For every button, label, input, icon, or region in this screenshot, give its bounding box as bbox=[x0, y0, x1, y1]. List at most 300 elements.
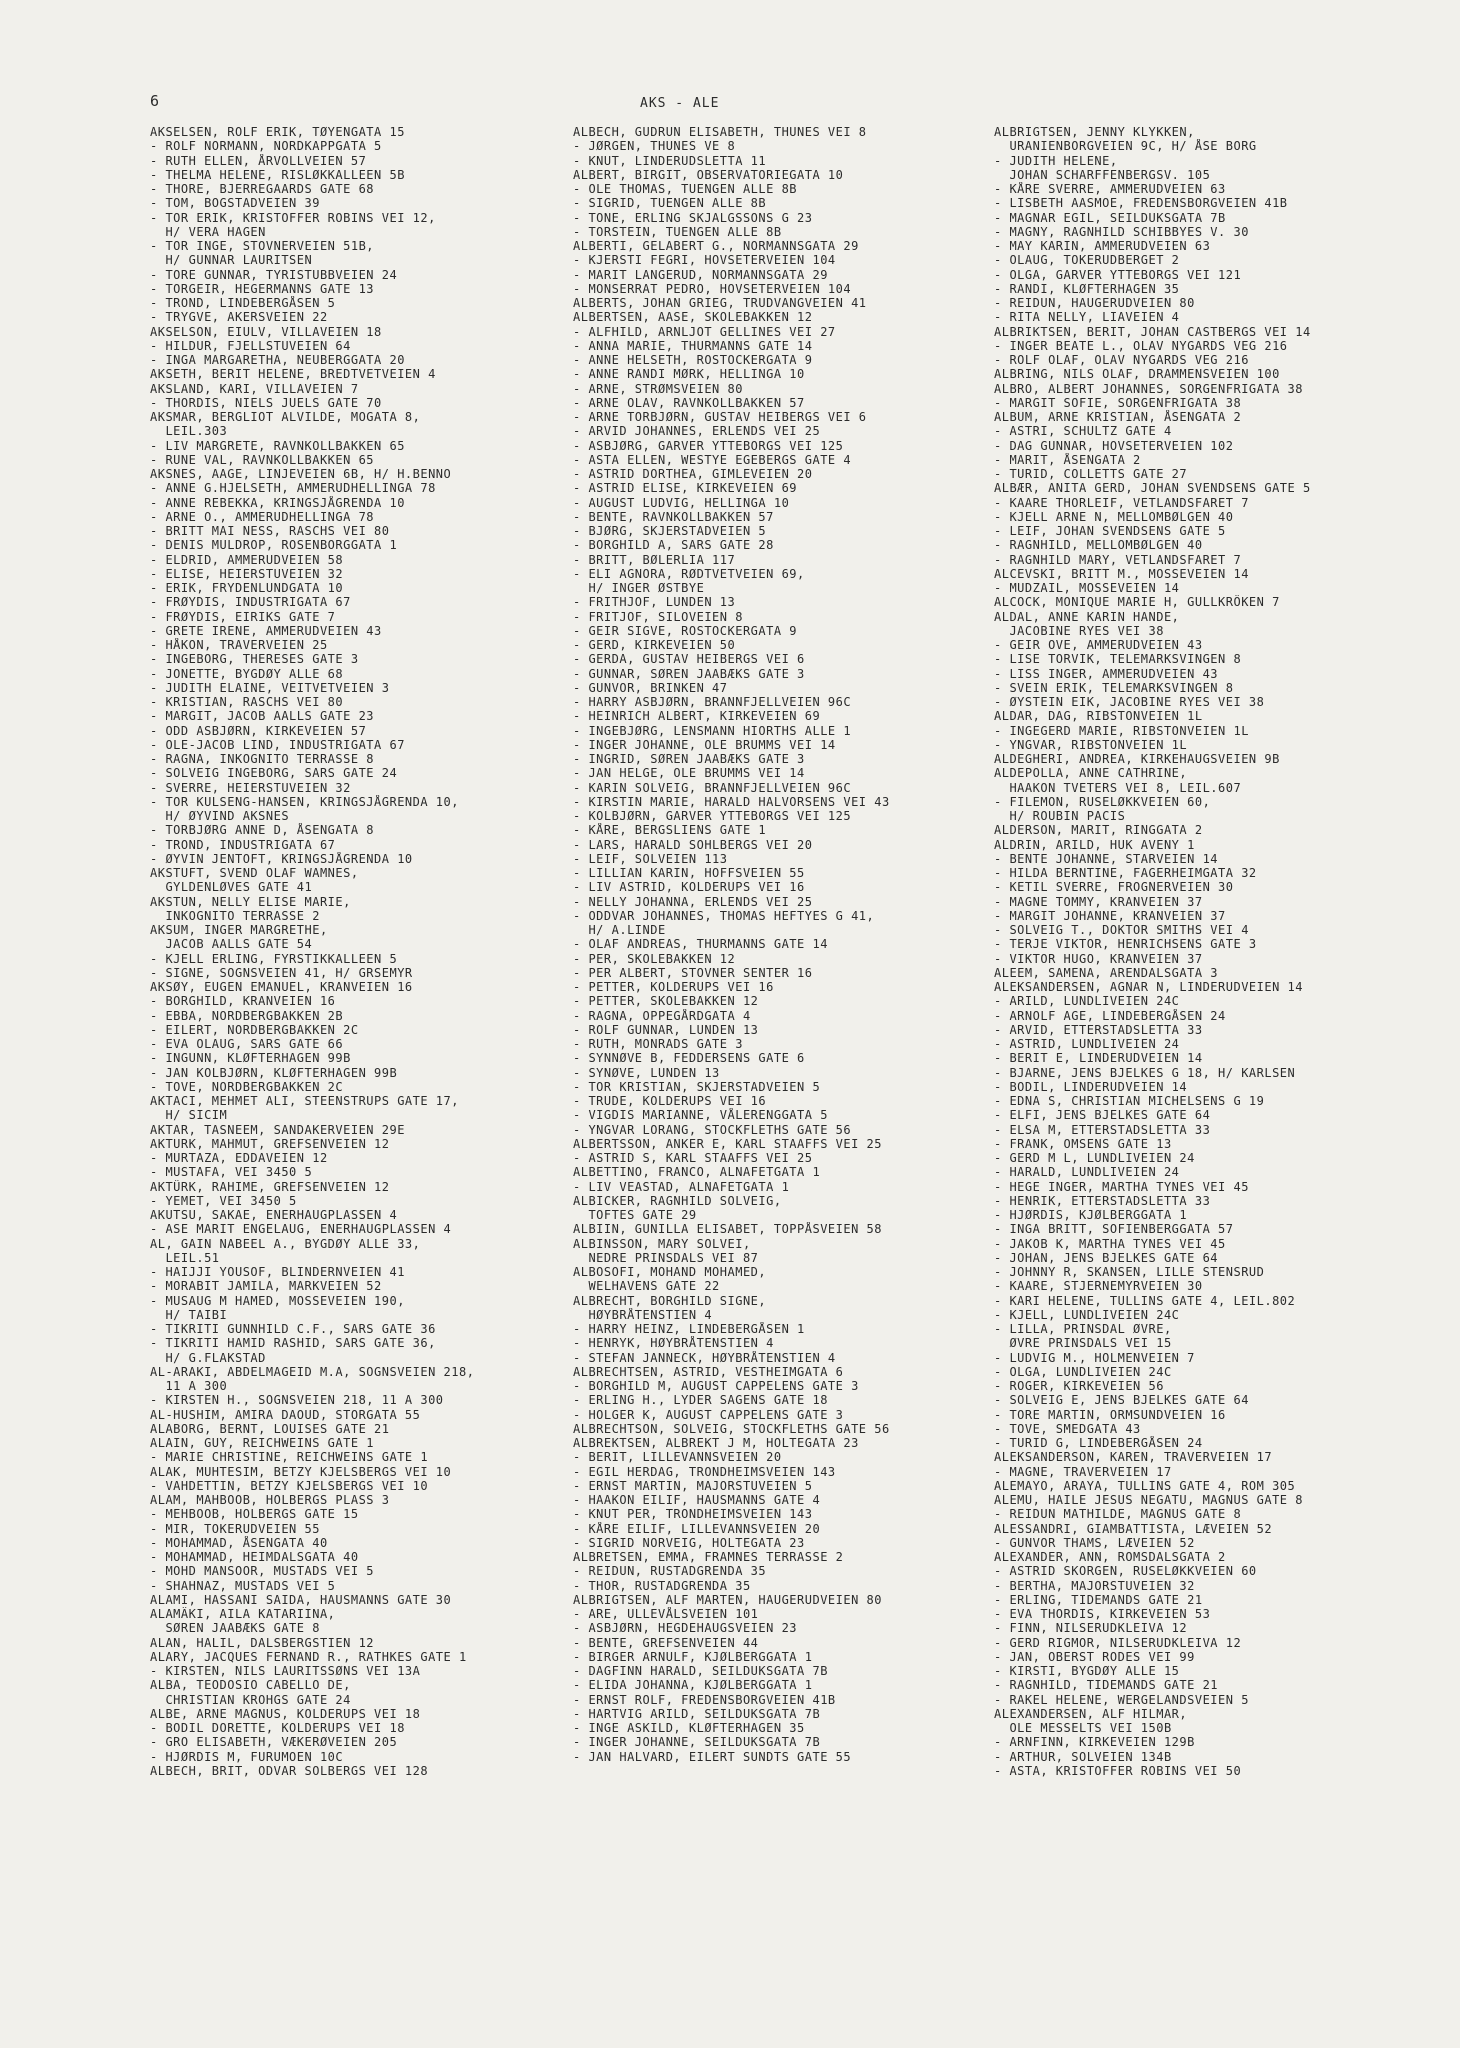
directory-entry: - SVERRE, HEIERSTUVEIEN 32 bbox=[150, 780, 351, 795]
directory-entry: - EDNA S, CHRISTIAN MICHELSENS G 19 bbox=[994, 1094, 1265, 1108]
directory-entry: AKTÜRK, RAHIME, GREFSENVEIEN 12 bbox=[150, 1179, 390, 1194]
directory-entry: ALBRING, NILS OLAF, DRAMMENSVEIEN 100 bbox=[994, 367, 1280, 382]
directory-entry: - MUSAUG M HAMED, MOSSEVEIEN 190, bbox=[150, 1293, 405, 1308]
directory-entry: - JØRGEN, THUNES VE 8 bbox=[573, 139, 736, 154]
directory-entry: - JUDITH ELAINE, VEITVETVEIEN 3 bbox=[150, 680, 390, 695]
directory-entry: - MURTAZA, EDDAVEIEN 12 bbox=[150, 1151, 328, 1165]
directory-entry: - ALFHILD, ARNLJOT GELLINES VEI 27 bbox=[573, 324, 836, 339]
directory-entry: - MAGNY, RAGNHILD SCHIBBYES V. 30 bbox=[994, 224, 1249, 239]
directory-entry: - FRØYDIS, INDUSTRIGATA 67 bbox=[150, 595, 351, 610]
directory-entry: - ASBJØRG, GARVER YTTEBORGS VEI 125 bbox=[573, 438, 844, 453]
directory-entry: - TIKRITI HAMID RASHID, SARS GATE 36, bbox=[150, 1336, 436, 1351]
directory-entry: - SOLVEIG T., DOKTOR SMITHS VEI 4 bbox=[994, 923, 1249, 937]
directory-entry: ALABORG, BERNT, LOUISES GATE 21 bbox=[150, 1421, 390, 1436]
directory-entry: - KJELL ARNE N, MELLOMBØLGEN 40 bbox=[994, 509, 1234, 524]
directory-entry: - ARILD, LUNDLIVEIEN 24C bbox=[994, 994, 1180, 1009]
directory-entry: - GEIR OVE, AMMERUDVEIEN 43 bbox=[994, 638, 1203, 652]
directory-entry: - BJØRG, SKJERSTADVEIEN 5 bbox=[573, 524, 767, 538]
directory-entry: - KRISTIAN, RASCHS VEI 80 bbox=[150, 695, 344, 709]
directory-entry: - OLAUG, TOKERUDBERGET 2 bbox=[994, 253, 1180, 268]
directory-entry: - KNUT, LINDERUDSLETTA 11 bbox=[573, 153, 767, 168]
directory-entry: SØREN JAABÆKS GATE 8 bbox=[150, 1621, 320, 1636]
directory-entry: - INGEGERD MARIE, RIBSTONVEIEN 1L bbox=[994, 723, 1249, 738]
directory-entry: ALEMU, HAILE JESUS NEGATU, MAGNUS GATE 8 bbox=[994, 1493, 1303, 1507]
directory-entry: - ASTRID, LUNDLIVEIEN 24 bbox=[994, 1037, 1180, 1051]
directory-entry: - FRITHJOF, LUNDEN 13 bbox=[573, 595, 736, 610]
directory-entry: GYLDENLØVES GATE 41 bbox=[150, 880, 313, 895]
directory-entry: - THELMA HELENE, RISLØKKALLEEN 5B bbox=[150, 167, 405, 182]
directory-entry: - INGEBORG, THERESES GATE 3 bbox=[150, 652, 359, 667]
directory-entry: - KJERSTI FEGRI, HOVSETERVEIEN 104 bbox=[573, 253, 836, 268]
directory-entry: - INGUNN, KLØFTERHAGEN 99B bbox=[150, 1051, 351, 1066]
directory-entry: - RUTH, MONRADS GATE 3 bbox=[573, 1037, 743, 1051]
directory-entry: ALDAL, ANNE KARIN HANDE, bbox=[994, 609, 1180, 624]
directory-entry: - KARIN SOLVEIG, BRANNFJELLVEIEN 96C bbox=[573, 780, 852, 795]
directory-entry: ALBINSSON, MARY SOLVEI, bbox=[573, 1236, 751, 1251]
page-number: 6 bbox=[150, 92, 161, 110]
directory-entry: - FRØYDIS, EIRIKS GATE 7 bbox=[150, 609, 336, 624]
directory-entry: ALBRO, ALBERT JOHANNES, SORGENFRIGATA 38 bbox=[994, 381, 1303, 396]
directory-entry: - DAGFINN HARALD, SEILDUKSGATA 7B bbox=[573, 1664, 828, 1678]
directory-entry: ALAN, HALIL, DALSBERGSTIEN 12 bbox=[150, 1635, 375, 1650]
directory-entry: - ASTA, KRISTOFFER ROBINS VEI 50 bbox=[994, 1763, 1242, 1778]
directory-entry: - GERD RIGMOR, NILSERUDKLEIVA 12 bbox=[994, 1635, 1242, 1650]
directory-entry: - MIR, TOKERUDVEIEN 55 bbox=[150, 1521, 320, 1536]
directory-entry: - TOR INGE, STOVNERVEIEN 51B, bbox=[150, 239, 375, 253]
directory-column-1 bbox=[150, 125, 570, 1778]
directory-entry: - LARS, HARALD SOHLBERGS VEI 20 bbox=[573, 837, 813, 852]
directory-entry: ALBRIKTSEN, BERIT, JOHAN CASTBERGS VEI 14 bbox=[994, 324, 1311, 339]
directory-entry: ALBERTS, JOHAN GRIEG, TRUDVANGVEIEN 41 bbox=[573, 296, 867, 310]
directory-entry: - TROND, INDUSTRIGATA 67 bbox=[150, 837, 336, 852]
directory-entry: - YNGVAR, RIBSTONVEIEN 1L bbox=[994, 737, 1188, 752]
directory-entry: ALEMAYO, ARAYA, TULLINS GATE 4, ROM 305 bbox=[994, 1478, 1296, 1493]
directory-entry: ALAMÄKI, AILA KATARIINA, bbox=[150, 1607, 336, 1621]
directory-entry: - JONETTE, BYGDØY ALLE 68 bbox=[150, 666, 344, 681]
directory-entry: - TOR KRISTIAN, SKJERSTADVEIEN 5 bbox=[573, 1079, 821, 1094]
directory-entry: - ANNE RANDI MØRK, HELLINGA 10 bbox=[573, 367, 805, 382]
directory-entry: ØVRE PRINSDALS VEI 15 bbox=[994, 1336, 1172, 1351]
directory-entry: - VAHDETTIN, BETZY KJELSBERGS VEI 10 bbox=[150, 1478, 429, 1493]
directory-entry: - BRITT, BØLERLIA 117 bbox=[573, 552, 736, 567]
directory-entry: H/ TAIBI bbox=[150, 1307, 228, 1322]
directory-entry: - PETTER, SKOLEBAKKEN 12 bbox=[573, 994, 759, 1009]
directory-entry: AKSMAR, BERGLIOT ALVILDE, MOGATA 8, bbox=[150, 410, 421, 424]
directory-entry: - EVA OLAUG, SARS GATE 66 bbox=[150, 1037, 344, 1051]
directory-entry: - ELIDA JOHANNA, KJØLBERGGATA 1 bbox=[573, 1678, 813, 1693]
directory-entry: - HARTVIG ARILD, SEILDUKSGATA 7B bbox=[573, 1706, 821, 1721]
directory-entry: - ASTRI, SCHULTZ GATE 4 bbox=[994, 424, 1172, 439]
directory-entry: - ROGER, KIRKEVEIEN 56 bbox=[994, 1379, 1164, 1393]
directory-entry: AKSUM, INGER MARGRETHE, bbox=[150, 923, 328, 937]
directory-entry: TOFTES GATE 29 bbox=[573, 1208, 697, 1222]
directory-entry: - THORDIS, NIELS JUELS GATE 70 bbox=[150, 395, 382, 410]
directory-entry: - ELSA M, ETTERSTADSLETTA 33 bbox=[994, 1122, 1211, 1137]
directory-entry: - TOVE, NORDBERGBAKKEN 2C bbox=[150, 1079, 344, 1094]
directory-entry: - MOHAMMAD, ÅSENGATA 40 bbox=[150, 1535, 328, 1550]
directory-entry: - ARE, ULLEVÅLSVEIEN 101 bbox=[573, 1607, 759, 1621]
directory-entry: - ELFI, JENS BJELKES GATE 64 bbox=[994, 1108, 1211, 1123]
directory-entry: - ROLF NORMANN, NORDKAPPGATA 5 bbox=[150, 139, 382, 154]
directory-entry: - TURID, COLLETTS GATE 27 bbox=[994, 467, 1188, 481]
directory-entry: - ØYSTEIN EIK, JACOBINE RYES VEI 38 bbox=[994, 695, 1265, 709]
directory-entry: - BODIL, LINDERUDVEIEN 14 bbox=[994, 1079, 1188, 1094]
directory-entry: - KJELL, LUNDLIVEIEN 24C bbox=[994, 1307, 1180, 1322]
directory-entry: - TRUDE, KOLDERUPS VEI 16 bbox=[573, 1094, 767, 1108]
directory-entry: - ASTRID ELISE, KIRKEVEIEN 69 bbox=[573, 481, 798, 496]
directory-entry: - MARGIT SOFIE, SORGENFRIGATA 38 bbox=[994, 395, 1242, 410]
directory-entry: - GUNNAR, SØREN JAABÆKS GATE 3 bbox=[573, 666, 805, 681]
directory-entry: - BENTE, GREFSENVEIEN 44 bbox=[573, 1635, 759, 1650]
directory-entry: - EVA THORDIS, KIRKEVEIEN 53 bbox=[994, 1607, 1211, 1621]
directory-entry: - GRO ELISABETH, VÆKERØVEIEN 205 bbox=[150, 1735, 398, 1750]
directory-entry: - HOLGER K, AUGUST CAPPELENS GATE 3 bbox=[573, 1407, 844, 1422]
directory-entry: - HENRYK, HØYBRÅTENSTIEN 4 bbox=[573, 1336, 774, 1351]
directory-entry: - KOLBJØRN, GARVER YTTEBORGS VEI 125 bbox=[573, 809, 852, 823]
directory-entry: JACOBINE RYES VEI 38 bbox=[994, 623, 1164, 638]
directory-entry: ALBECH, GUDRUN ELISABETH, THUNES VEI 8 bbox=[573, 125, 867, 139]
directory-entry: WELHAVENS GATE 22 bbox=[573, 1279, 720, 1294]
directory-entry: - JAN KOLBJØRN, KLØFTERHAGEN 99B bbox=[150, 1065, 398, 1080]
directory-entry: - SIGRID, TUENGEN ALLE 8B bbox=[573, 196, 767, 211]
directory-entry: - ELDRID, AMMERUDVEIEN 58 bbox=[150, 552, 344, 567]
directory-entry: - HEINRICH ALBERT, KIRKEVEIEN 69 bbox=[573, 709, 821, 724]
directory-entry: - TORBJØRG ANNE D, ÅSENGATA 8 bbox=[150, 823, 375, 838]
directory-entry: - LEIF, JOHAN SVENDSENS GATE 5 bbox=[994, 524, 1226, 538]
directory-entry: - BIRGER ARNULF, KJØLBERGGATA 1 bbox=[573, 1649, 813, 1664]
directory-entry: - ERNST MARTIN, MAJORSTUVEIEN 5 bbox=[573, 1478, 813, 1493]
directory-entry: - HJØRDIS, KJØLBERGGATA 1 bbox=[994, 1208, 1188, 1222]
directory-entry: - BENTE JOHANNE, STARVEIEN 14 bbox=[994, 851, 1219, 866]
directory-entry: - REIDUN, RUSTADGRENDA 35 bbox=[573, 1564, 767, 1579]
directory-entry: AKTACI, MEHMET ALI, STEENSTRUPS GATE 17, bbox=[150, 1094, 459, 1108]
directory-entry: - INGEBJØRG, LENSMANN HIORTHS ALLE 1 bbox=[573, 723, 852, 738]
directory-entry: - TROND, LINDEBERGÅSEN 5 bbox=[150, 296, 336, 310]
directory-entry: - TRYGVE, AKERSVEIEN 22 bbox=[150, 310, 328, 325]
directory-entry: - MAY KARIN, AMMERUDVEIEN 63 bbox=[994, 239, 1211, 253]
directory-entry: AKSELSEN, ROLF ERIK, TØYENGATA 15 bbox=[150, 125, 405, 139]
directory-entry: ALBICKER, RAGNHILD SOLVEIG, bbox=[573, 1193, 782, 1208]
directory-entry: - ARNE O., AMMERUDHELLINGA 78 bbox=[150, 509, 375, 524]
directory-entry: - JAN, OBERST RODES VEI 99 bbox=[994, 1649, 1195, 1664]
directory-entry: - OLGA, LUNDLIVEIEN 24C bbox=[994, 1364, 1172, 1379]
directory-entry: ALBECH, BRIT, ODVAR SOLBERGS VEI 128 bbox=[150, 1763, 429, 1778]
directory-entry: - INGER BEATE L., OLAV NYGARDS VEG 216 bbox=[994, 338, 1288, 353]
directory-entry: - ARNOLF AGE, LINDEBERGÅSEN 24 bbox=[994, 1008, 1226, 1023]
directory-entry: - HILDA BERNTINE, FAGERHEIMGATA 32 bbox=[994, 866, 1257, 880]
directory-entry: - ODD ASBJØRN, KIRKEVEIEN 57 bbox=[150, 723, 367, 738]
directory-entry: ALCOCK, MONIQUE MARIE H, GULLKRÖKEN 7 bbox=[994, 595, 1280, 610]
directory-entry: - RAGNA, INKOGNITO TERRASSE 8 bbox=[150, 752, 375, 766]
directory-entry: ALAM, MAHBOOB, HOLBERGS PLASS 3 bbox=[150, 1493, 390, 1507]
directory-column-3 bbox=[994, 125, 1414, 1778]
directory-entry: AKSTUN, NELLY ELISE MARIE, bbox=[150, 894, 351, 909]
directory-entry: - TERJE VIKTOR, HENRICHSENS GATE 3 bbox=[994, 937, 1257, 952]
directory-entry: - KARI HELENE, TULLINS GATE 4, LEIL.802 bbox=[994, 1293, 1296, 1308]
directory-entry: ALBRECHTSEN, ASTRID, VESTHEIMGATA 6 bbox=[573, 1364, 844, 1379]
directory-entry: - MAGNE, TRAVERVEIEN 17 bbox=[994, 1464, 1172, 1479]
directory-entry: - SOLVEIG INGEBORG, SARS GATE 24 bbox=[150, 766, 398, 781]
directory-entry: - HENRIK, ETTERSTADSLETTA 33 bbox=[994, 1193, 1211, 1208]
directory-entry: - RAGNHILD MARY, VETLANDSFARET 7 bbox=[994, 552, 1242, 567]
directory-entry: - REIDUN MATHILDE, MAGNUS GATE 8 bbox=[994, 1507, 1242, 1522]
directory-entry: - BORGHILD A, SARS GATE 28 bbox=[573, 538, 774, 553]
directory-entry: - ASTRID S, KARL STAAFFS VEI 25 bbox=[573, 1151, 813, 1165]
directory-entry: - TORSTEIN, TUENGEN ALLE 8B bbox=[573, 224, 782, 239]
directory-entry: ALBERT, BIRGIT, OBSERVATORIEGATA 10 bbox=[573, 167, 844, 182]
directory-entry: - TOR KULSENG-HANSEN, KRINGSJÅGRENDA 10, bbox=[150, 794, 459, 809]
directory-entry: ALBRETSEN, EMMA, FRAMNES TERRASSE 2 bbox=[573, 1550, 844, 1564]
directory-entry: - ERIK, FRYDENLUNDGATA 10 bbox=[150, 581, 344, 595]
directory-entry: - LIV VEASTAD, ALNAFETGATA 1 bbox=[573, 1179, 790, 1194]
directory-entry: - PER, SKOLEBAKKEN 12 bbox=[573, 951, 736, 966]
directory-entry: - TOR ERIK, KRISTOFFER ROBINS VEI 12, bbox=[150, 210, 436, 225]
directory-entry: ALBOSOFI, MOHAND MOHAMED, bbox=[573, 1265, 767, 1279]
directory-entry: H/ GUNNAR LAURITSEN bbox=[150, 253, 313, 268]
directory-entry: - SYNNØVE B, FEDDERSENS GATE 6 bbox=[573, 1051, 805, 1066]
directory-entry: - HAIJJI YOUSOF, BLINDERNVEIEN 41 bbox=[150, 1265, 405, 1279]
directory-entry: - MOHD MANSOOR, MUSTADS VEI 5 bbox=[150, 1564, 375, 1579]
directory-entry: - JAKOB K, MARTHA TYNES VEI 45 bbox=[994, 1236, 1226, 1251]
directory-entry: AKUTSU, SAKAE, ENERHAUGPLASSEN 4 bbox=[150, 1208, 398, 1222]
directory-entry: - MARGIT JOHANNE, KRANVEIEN 37 bbox=[994, 908, 1226, 923]
directory-entry: - LUDVIG M., HOLMENVEIEN 7 bbox=[994, 1350, 1195, 1365]
directory-entry: - MUDZAIL, MOSSEVEIEN 14 bbox=[994, 581, 1180, 595]
directory-entry: - FRITJOF, SILOVEIEN 8 bbox=[573, 609, 743, 624]
directory-entry: - LILLA, PRINSDAL ØVRE, bbox=[994, 1322, 1172, 1336]
directory-entry: - MARGIT, JACOB AALLS GATE 23 bbox=[150, 709, 375, 724]
directory-entry: - BORGHILD, KRANVEIEN 16 bbox=[150, 994, 336, 1009]
directory-entry: - DAG GUNNAR, HOVSETERVEIEN 102 bbox=[994, 438, 1234, 453]
directory-entry: - ODDVAR JOHANNES, THOMAS HEFTYES G 41, bbox=[573, 908, 875, 923]
directory-entry: - RAKEL HELENE, WERGELANDSVEIEN 5 bbox=[994, 1692, 1249, 1707]
directory-entry: H/ INGER ØSTBYE bbox=[573, 581, 705, 595]
directory-entry: - HÅKON, TRAVERVEIEN 25 bbox=[150, 638, 328, 652]
directory-entry: - JAN HALVARD, EILERT SUNDTS GATE 55 bbox=[573, 1749, 852, 1764]
directory-entry: - INGRID, SØREN JAABÆKS GATE 3 bbox=[573, 752, 805, 766]
directory-entry: - MARIE CHRISTINE, REICHWEINS GATE 1 bbox=[150, 1450, 429, 1465]
directory-entry: - RITA NELLY, LIAVEIEN 4 bbox=[994, 310, 1180, 325]
directory-entry: AKSELSON, EIULV, VILLAVEIEN 18 bbox=[150, 324, 382, 339]
directory-entry: AL-ARAKI, ABDELMAGEID M.A, SOGNSVEIEN 218, bbox=[150, 1364, 475, 1379]
directory-entry: 11 A 300 bbox=[150, 1379, 228, 1393]
directory-entry: - BJARNE, JENS BJELKES G 18, H/ KARLSEN bbox=[994, 1065, 1296, 1080]
directory-entry: ALBREKTSEN, ALBREKT J M, HOLTEGATA 23 bbox=[573, 1436, 859, 1450]
directory-entry: - SIGRID NORVEIG, HOLTEGATA 23 bbox=[573, 1535, 805, 1550]
directory-entry: - ANNE REBEKKA, KRINGSJÅGRENDA 10 bbox=[150, 495, 405, 510]
directory-entry: - INGER JOHANNE, OLE BRUMMS VEI 14 bbox=[573, 737, 836, 752]
directory-entry: - RUNE VAL, RAVNKOLLBAKKEN 65 bbox=[150, 452, 375, 467]
directory-entry: ALBUM, ARNE KRISTIAN, ÅSENGATA 2 bbox=[994, 410, 1242, 424]
directory-entry: H/ VERA HAGEN bbox=[150, 224, 266, 239]
directory-entry: AKSETH, BERIT HELENE, BREDTVETVEIEN 4 bbox=[150, 367, 436, 382]
directory-entry: ALEXANDERSEN, ALF HILMAR, bbox=[994, 1706, 1188, 1721]
directory-entry: - INGE ASKILD, KLØFTERHAGEN 35 bbox=[573, 1721, 805, 1735]
directory-entry: - GERD M L, LUNDLIVEIEN 24 bbox=[994, 1151, 1195, 1165]
directory-entry: ALAK, MUHTESIM, BETZY KJELSBERGS VEI 10 bbox=[150, 1464, 452, 1479]
directory-entry: H/ ØYVIND AKSNES bbox=[150, 809, 290, 823]
directory-entry: - MORABIT JAMILA, MARKVEIEN 52 bbox=[150, 1279, 382, 1294]
directory-entry: ALBA, TEODOSIO CABELLO DE, bbox=[150, 1678, 351, 1693]
directory-entry: - HARRY HEINZ, LINDEBERGÅSEN 1 bbox=[573, 1322, 805, 1336]
directory-entry: - LIV ASTRID, KOLDERUPS VEI 16 bbox=[573, 880, 805, 895]
directory-entry: - YNGVAR LORANG, STOCKFLETHS GATE 56 bbox=[573, 1122, 852, 1137]
directory-entry: - RAGNHILD, TIDEMANDS GATE 21 bbox=[994, 1678, 1219, 1693]
directory-entry: - KIRSTI, BYGDØY ALLE 15 bbox=[994, 1664, 1180, 1678]
directory-entry: - BERTHA, MAJORSTUVEIEN 32 bbox=[994, 1578, 1195, 1593]
directory-entry: - PER ALBERT, STOVNER SENTER 16 bbox=[573, 965, 813, 980]
directory-entry: - JUDITH HELENE, bbox=[994, 153, 1118, 168]
directory-entry: - PETTER, KOLDERUPS VEI 16 bbox=[573, 980, 774, 994]
directory-entry: - INGER JOHANNE, SEILDUKSGATA 7B bbox=[573, 1735, 821, 1750]
directory-entry: ALBERTSSON, ANKER E, KARL STAAFFS VEI 25 bbox=[573, 1136, 882, 1151]
directory-entry: - LILLIAN KARIN, HOFFSVEIEN 55 bbox=[573, 866, 805, 880]
directory-entry: - HILDUR, FJELLSTUVEIEN 64 bbox=[150, 338, 351, 353]
directory-entry: - GRETE IRENE, AMMERUDVEIEN 43 bbox=[150, 623, 382, 638]
directory-entry: - LEIF, SOLVEIEN 113 bbox=[573, 851, 728, 866]
directory-entry: - ANNE G.HJELSETH, AMMERUDHELLINGA 78 bbox=[150, 481, 436, 496]
directory-entry: - THOR, RUSTADGRENDA 35 bbox=[573, 1578, 751, 1593]
directory-entry: H/ A.LINDE bbox=[573, 923, 666, 937]
directory-entry: - BENTE, RAVNKOLLBAKKEN 57 bbox=[573, 509, 774, 524]
directory-entry: - ASBJØRN, HEGDEHAUGSVEIEN 23 bbox=[573, 1621, 798, 1636]
directory-entry: - TORGEIR, HEGERMANNS GATE 13 bbox=[150, 281, 375, 296]
directory-entry: - INGA BRITT, SOFIENBERGGATA 57 bbox=[994, 1222, 1234, 1237]
directory-entry: - KJELL ERLING, FYRSTIKKALLEEN 5 bbox=[150, 951, 398, 966]
directory-entry: - TORE GUNNAR, TYRISTUBBVEIEN 24 bbox=[150, 267, 398, 282]
directory-entry: - OLE-JACOB LIND, INDUSTRIGATA 67 bbox=[150, 737, 405, 752]
directory-entry: OLE MESSELTS VEI 150B bbox=[994, 1721, 1172, 1735]
directory-entry: - SOLVEIG E, JENS BJELKES GATE 64 bbox=[994, 1393, 1249, 1408]
directory-entry: - ERLING, TIDEMANDS GATE 21 bbox=[994, 1592, 1203, 1607]
directory-entry: H/ ROUBIN PACIS bbox=[994, 809, 1126, 823]
directory-entry: - TIKRITI GUNNHILD C.F., SARS GATE 36 bbox=[150, 1322, 436, 1336]
directory-entry: ALEEM, SAMENA, ARENDALSGATA 3 bbox=[994, 965, 1219, 980]
directory-entry: - OLE THOMAS, TUENGEN ALLE 8B bbox=[573, 182, 798, 196]
directory-entry: - KAARE THORLEIF, VETLANDSFARET 7 bbox=[994, 495, 1249, 510]
directory-entry: AKTAR, TASNEEM, SANDAKERVEIEN 29E bbox=[150, 1122, 405, 1137]
directory-entry: ALAIN, GUY, REICHWEINS GATE 1 bbox=[150, 1436, 375, 1450]
directory-entry: NEDRE PRINSDALS VEI 87 bbox=[573, 1250, 759, 1265]
directory-entry: - SHAHNAZ, MUSTADS VEI 5 bbox=[150, 1578, 336, 1593]
directory-entry: ALBRECHT, BORGHILD SIGNE, bbox=[573, 1293, 767, 1308]
directory-entry: ALDEGHERI, ANDREA, KIRKEHAUGSVEIEN 9B bbox=[994, 752, 1280, 766]
directory-entry: - SIGNE, SOGNSVEIEN 41, H/ GRSEMYR bbox=[150, 965, 413, 980]
directory-entry: - ARTHUR, SOLVEIEN 134B bbox=[994, 1749, 1172, 1764]
directory-entry: - VIGDIS MARIANNE, VÅLERENGGATA 5 bbox=[573, 1108, 828, 1123]
directory-entry: - HAAKON EILIF, HAUSMANNS GATE 4 bbox=[573, 1493, 821, 1507]
directory-entry: - OLGA, GARVER YTTEBORGS VEI 121 bbox=[994, 267, 1242, 282]
directory-entry: HØYBRÅTENSTIEN 4 bbox=[573, 1307, 713, 1322]
directory-entry: - REIDUN, HAUGERUDVEIEN 80 bbox=[994, 296, 1195, 310]
directory-entry: - HJØRDIS M, FURUMOEN 10C bbox=[150, 1749, 344, 1764]
directory-entry: AL, GAIN NABEEL A., BYGDØY ALLE 33, bbox=[150, 1236, 421, 1251]
directory-entry: - BORGHILD M, AUGUST CAPPELENS GATE 3 bbox=[573, 1379, 859, 1393]
directory-entry: - EILERT, NORDBERGBAKKEN 2C bbox=[150, 1022, 359, 1037]
running-head: AKS - ALE bbox=[640, 96, 720, 111]
directory-entry: - ASTRID SKORGEN, RUSELØKKVEIEN 60 bbox=[994, 1564, 1257, 1579]
directory-entry: - TORE MARTIN, ORMSUNDVEIEN 16 bbox=[994, 1407, 1226, 1422]
directory-entry: - RANDI, KLØFTERHAGEN 35 bbox=[994, 281, 1180, 296]
directory-entry: - ARNFINN, KIRKEVEIEN 129B bbox=[994, 1735, 1195, 1750]
directory-entry: - ØYVIN JENTOFT, KRINGSJÅGRENDA 10 bbox=[150, 851, 413, 866]
directory-entry: ALBETTINO, FRANCO, ALNAFETGATA 1 bbox=[573, 1165, 821, 1180]
directory-entry: - RUTH ELLEN, ÅRVOLLVEIEN 57 bbox=[150, 153, 367, 168]
directory-entry: - LISE TORVIK, TELEMARKSVINGEN 8 bbox=[994, 652, 1242, 667]
directory-entry: - VIKTOR HUGO, KRANVEIEN 37 bbox=[994, 951, 1203, 966]
directory-entry: - KÅRE, BERGSLIENS GATE 1 bbox=[573, 823, 767, 838]
directory-entry: - TOVE, SMEDGATA 43 bbox=[994, 1421, 1141, 1436]
directory-entry: AKSØY, EUGEN EMANUEL, KRANVEIEN 16 bbox=[150, 980, 413, 994]
directory-entry: - ELISE, HEIERSTUVEIEN 32 bbox=[150, 566, 344, 581]
directory-entry: CHRISTIAN KROHGS GATE 24 bbox=[150, 1692, 351, 1707]
directory-entry: - KETIL SVERRE, FROGNERVEIEN 30 bbox=[994, 880, 1234, 895]
directory-entry: - JOHNNY R, SKANSEN, LILLE STENSRUD bbox=[994, 1265, 1265, 1279]
directory-entry: ALBRIGTSEN, JENNY KLYKKEN, bbox=[994, 125, 1195, 139]
directory-entry: ALARY, JACQUES FERNAND R., RATHKES GATE 1 bbox=[150, 1649, 467, 1664]
directory-entry: - EGIL HERDAG, TRONDHEIMSVEIEN 143 bbox=[573, 1464, 836, 1479]
directory-entry: - TURID G, LINDEBERGÅSEN 24 bbox=[994, 1436, 1203, 1450]
directory-entry: AKSNES, AAGE, LINJEVEIEN 6B, H/ H.BENNO bbox=[150, 467, 452, 481]
directory-entry: - JOHAN, JENS BJELKES GATE 64 bbox=[994, 1250, 1219, 1265]
directory-entry: - MEHBOOB, HOLBERGS GATE 15 bbox=[150, 1507, 359, 1522]
directory-entry: - SVEIN ERIK, TELEMARKSVINGEN 8 bbox=[994, 680, 1234, 695]
directory-entry: ALESSANDRI, GIAMBATTISTA, LÆVEIEN 52 bbox=[994, 1521, 1273, 1536]
directory-entry: - MOHAMMAD, HEIMDALSGATA 40 bbox=[150, 1550, 359, 1564]
directory-entry: - KIRSTIN MARIE, HARALD HALVORSENS VEI 43 bbox=[573, 794, 890, 809]
directory-entry: - LISS INGER, AMMERUDVEIEN 43 bbox=[994, 666, 1219, 681]
directory-entry: - ANNA MARIE, THURMANNS GATE 14 bbox=[573, 338, 813, 353]
directory-entry: - ARVID, ETTERSTADSLETTA 33 bbox=[994, 1022, 1203, 1037]
directory-entry: - SYNØVE, LUNDEN 13 bbox=[573, 1065, 720, 1080]
directory-entry: ALEXANDER, ANN, ROMSDALSGATA 2 bbox=[994, 1550, 1226, 1564]
directory-entry: - THORE, BJERREGAARDS GATE 68 bbox=[150, 182, 375, 196]
directory-entry: ALDRIN, ARILD, HUK AVENY 1 bbox=[994, 837, 1195, 852]
directory-entry: - MAGNE TOMMY, KRANVEIEN 37 bbox=[994, 894, 1203, 909]
directory-entry: - ERNST ROLF, FREDENSBORGVEIEN 41B bbox=[573, 1692, 836, 1707]
directory-entry: - HARRY ASBJØRN, BRANNFJELLVEIEN 96C bbox=[573, 695, 852, 709]
directory-entry: - RAGNHILD, MELLOMBØLGEN 40 bbox=[994, 538, 1203, 553]
directory-entry: - ASTRID DORTHEA, GIMLEVEIEN 20 bbox=[573, 467, 813, 481]
directory-entry: - DENIS MULDROP, ROSENBORGGATA 1 bbox=[150, 538, 398, 553]
directory-entry: - KÅRE SVERRE, AMMERUDVEIEN 63 bbox=[994, 182, 1226, 196]
directory-entry: INKOGNITO TERRASSE 2 bbox=[150, 908, 320, 923]
directory-entry: - KNUT PER, TRONDHEIMSVEIEN 143 bbox=[573, 1507, 813, 1522]
directory-entry: - STEFAN JANNECK, HØYBRÅTENSTIEN 4 bbox=[573, 1350, 836, 1365]
directory-entry: - NELLY JOHANNA, ERLENDS VEI 25 bbox=[573, 894, 813, 909]
directory-entry: - ARNE TORBJØRN, GUSTAV HEIBERGS VEI 6 bbox=[573, 410, 867, 424]
directory-entry: AKSLAND, KARI, VILLAVEIEN 7 bbox=[150, 381, 359, 396]
directory-entry: - MONSERRAT PEDRO, HOVSETERVEIEN 104 bbox=[573, 281, 852, 296]
directory-entry: ALBRIGTSEN, ALF MARTEN, HAUGERUDVEIEN 80 bbox=[573, 1592, 882, 1607]
directory-entry: ALDERSON, MARIT, RINGGATA 2 bbox=[994, 823, 1203, 838]
directory-entry: ALBRECHTSON, SOLVEIG, STOCKFLETHS GATE 56 bbox=[573, 1421, 890, 1436]
directory-entry: - AUGUST LUDVIG, HELLINGA 10 bbox=[573, 495, 790, 510]
directory-entry: - BERIT E, LINDERUDVEIEN 14 bbox=[994, 1051, 1203, 1066]
directory-entry: - TOM, BOGSTADVEIEN 39 bbox=[150, 196, 320, 211]
directory-entry: - ARVID JOHANNES, ERLENDS VEI 25 bbox=[573, 424, 821, 439]
directory-entry: - GERD, KIRKEVEIEN 50 bbox=[573, 638, 736, 652]
directory-entry: JOHAN SCHARFFENBERGSV. 105 bbox=[994, 167, 1211, 182]
directory-entry: - FINN, NILSERUDKLEIVA 12 bbox=[994, 1621, 1188, 1636]
directory-entry: - BRITT MAI NESS, RASCHS VEI 80 bbox=[150, 524, 390, 538]
directory-entry: - KIRSTEN, NILS LAURITSSØNS VEI 13A bbox=[150, 1664, 421, 1678]
directory-entry: URANIENBORGVEIEN 9C, H/ ÅSE BORG bbox=[994, 139, 1257, 154]
directory-entry: ALEKSANDERSON, KAREN, TRAVERVEIEN 17 bbox=[994, 1450, 1273, 1465]
directory-entry: - JAN HELGE, OLE BRUMMS VEI 14 bbox=[573, 766, 805, 781]
directory-entry: - ARNE, STRØMSVEIEN 80 bbox=[573, 381, 743, 396]
directory-entry: LEIL.303 bbox=[150, 424, 228, 439]
